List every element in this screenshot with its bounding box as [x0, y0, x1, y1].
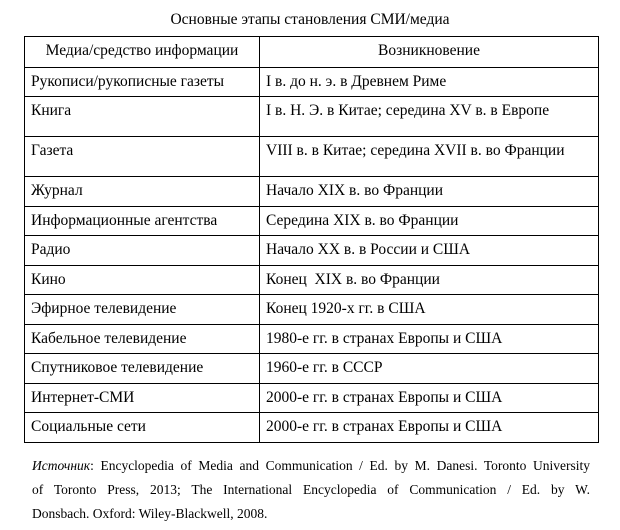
cell-origin: Начало XX в. в России и США — [260, 236, 599, 266]
source-line-2: of Toronto Press, 2013; The International Encyclopedia of Communication / Ed. by W. — [32, 482, 590, 497]
media-history-table — [24, 36, 599, 443]
cell-media: Спутниковое телевидение — [25, 354, 260, 384]
table-row — [25, 97, 599, 137]
table-row — [25, 295, 599, 325]
cell-media: Книга — [25, 97, 260, 137]
cell-origin: Конец XIX в. во Франции — [260, 266, 599, 295]
source-line-1 — [32, 454, 590, 478]
table-row — [25, 207, 599, 236]
cell-origin: 2000-е гг. в странах Европы и США — [260, 413, 599, 443]
cell-media: Кино — [25, 266, 260, 295]
table-row — [25, 177, 599, 207]
source-note — [32, 454, 590, 526]
table-row — [25, 137, 599, 177]
source-line-3: Donsbach. Oxford: Wiley-Blackwell, 2008. — [32, 506, 268, 521]
cell-origin: Начало XIX в. во Франции — [260, 177, 599, 207]
table-header-row — [25, 37, 599, 68]
cell-media: Рукописи/рукописные газеты — [25, 68, 260, 97]
cell-media: Социальные сети — [25, 413, 260, 443]
source-text-1: : Encyclopedia of Media and Communication / Ed. by M. Danesi. Toronto University — [90, 458, 590, 473]
cell-media: Радио — [25, 236, 260, 266]
table-row — [25, 236, 599, 266]
table-title: Основные этапы становления СМИ/медиа — [170, 11, 450, 28]
cell-origin: Конец 1920-х гг. в США — [260, 295, 599, 325]
cell-media: Интернет-СМИ — [25, 384, 260, 413]
table-row — [25, 325, 599, 354]
table-row — [25, 266, 599, 295]
header-origin: Возникновение — [260, 37, 599, 68]
source-label: Источник — [32, 458, 91, 473]
table-row — [25, 384, 599, 413]
cell-origin: 1980-е гг. в странах Европы и США — [260, 325, 599, 354]
cell-origin: VIII в. в Китае; середина XVII в. во Франции — [260, 137, 599, 177]
table-row — [25, 354, 599, 384]
cell-origin: 1960-е гг. в СССР — [260, 354, 599, 384]
cell-origin: I в. Н. Э. в Китае; середина XV в. в Европе — [260, 97, 599, 137]
cell-media: Информационные агентства — [25, 207, 260, 236]
table-row — [25, 413, 599, 443]
cell-origin: 2000-е гг. в странах Европы и США — [260, 384, 599, 413]
cell-media: Журнал — [25, 177, 260, 207]
cell-origin: Середина XIX в. во Франции — [260, 207, 599, 236]
header-media: Медиа/средство информации — [25, 37, 260, 68]
cell-media: Эфирное телевидение — [25, 295, 260, 325]
cell-media: Газета — [25, 137, 260, 177]
cell-origin: I в. до н. э. в Древнем Риме — [260, 68, 599, 97]
cell-media: Кабельное телевидение — [25, 325, 260, 354]
table-row — [25, 68, 599, 97]
